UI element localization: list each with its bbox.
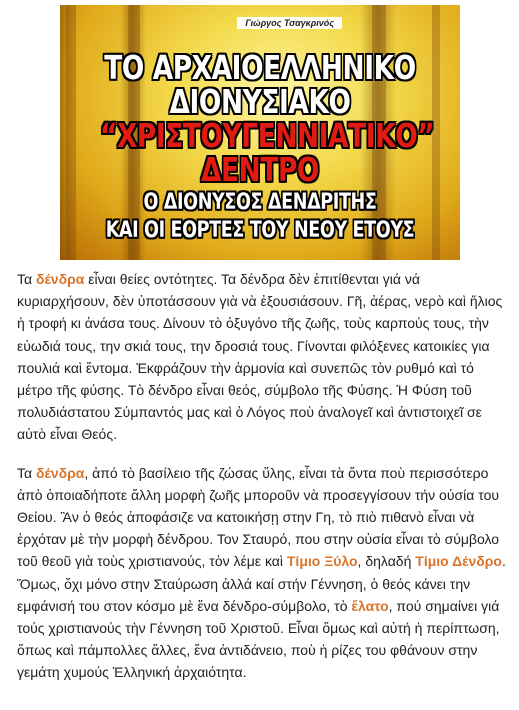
author-byline: Γιώργος Τσαγκρινός [237,17,342,29]
text-run: . Ὅμως, ὄχι μόνο στην Σταύρωση ἀλλά καί στήν Γέννηση, ὁ θεός κάνει την εμφάνισή του στον κόσμο μὲ ἕνα δένδρο-σύμβολο, τὸ [17,553,506,614]
title-line-highlight: ΔΕΝΤΡΟ [201,150,319,189]
title-line: ΔΙΟΝΥΣΙΑΚΟ [169,82,351,121]
highlight-term: δένδρα [36,271,85,287]
title-line-highlight: “ΧΡΙΣΤΟΥΓΕΝΝΙΑΤΙΚΟ” [100,116,435,155]
subtitle-line: ΚΑΙ ΟΙ ΕΟΡΤΕΣ ΤΟΥ ΝΕΟΥ ΕΤΟΥΣ [105,218,415,243]
paragraph-1 [17,268,507,446]
highlight-term: Τίμιο Δένδρο [415,553,502,570]
highlight-term: Τίμιο Ξύλο [286,553,358,570]
title-line: ΤΟ ΑΡΧΑΙΟΕΛΛΗΝΙΚΟ [104,48,416,87]
text-run: Τα [17,464,36,481]
highlight-term: ἔλατο [351,597,389,614]
banner-title [100,48,435,243]
subtitle-line: Ο ΔΙΟΝΥΣΟΣ ΔΕΝΔΡΙΤΗΣ [143,190,377,215]
text-run: Τα [17,271,36,287]
tree-trunk-decoration [66,5,76,260]
paragraph-2 [17,462,507,684]
header-banner-image [60,5,460,260]
highlight-term: δένδρα [36,464,85,481]
text-run: εἶναι θείες οντότητες. Τα δένδρα δὲν ἐπιτίθενται γιά νά κυριαρχήσουν, δὲν ὑποτάσσουν γιὰ νὰ ἐξουσιάσουν. Γῆ, ἀέρας, νερὸ καὶ ἥλιος ἡ τροφή κι ἀνάσα τους. Δίνουν τὸ ὀξυγόνο τῆς ζωῆς, τοὺς καρπούς τους, τὴν εὐωδιά τους, την σκιά τους, την δροσιά τους. Γίνονται φιλόξενες κατοικίες για πουλιά καὶ ἔντομα. Ἐκφράζουν τὴν ἁρμονία καὶ συνεπῶς τὸν ρυθμό καὶ τό μέτρο τῆς φύσης. Τὸ δένδρο εἶναι θεός, σύμβολο τῆς Φύσης. Ἡ Φύση τοῦ πολυδιάστατου Σύμπαντός μας καὶ ὁ Λόγος ποὺ ἀναλογεῖ καὶ ἀντιστοιχεῖ σε αὐτὸ εἶναι Θεός. [17,271,503,443]
text-run: , δηλαδή [357,553,416,570]
text-run: , ἀπό τὸ βασίλειο τῆς ζώσας ὕλης, εἶναι τὰ ὄντα ποὺ περισσότερο ἀπὸ ὁποιαδήποτε ἄλλη μορφὴ ζωῆς μποροῦν νὰ προσεγγίσουν τήν οὐσία του Θείου. Ἂν ὁ θεός ἀποφάσιζε να κατοικήσῃ στην Γη, τὸ πιὸ πιθανὸ εἶναι νὰ ἐρχόταν μὲ τὴν μορφὴ δένδρου. Τον Σταυρό, που στην οὐσία εἶναι τὸ σύμβολο τοῦ θεοῦ γιὰ τοὺς χριστιανούς, τὸν λέμε καὶ [17,464,500,570]
article-body [17,268,507,700]
text-run: , πού σημαίνει γιά τούς χριστιανούς τὴν Γέννηση τοῦ Χριστοῦ. Εἶναι ὅμως καὶ αὐτή ἡ περίπτωση, ὅπως καὶ πάμπολλες ἄλλες, ἕνα ἀντιδάνειο, ποὺ ἡ ρίζες του φθάνουν στην γεμάτη χυμούς Ἑλληνική ἀρχαιότητα. [17,597,500,681]
